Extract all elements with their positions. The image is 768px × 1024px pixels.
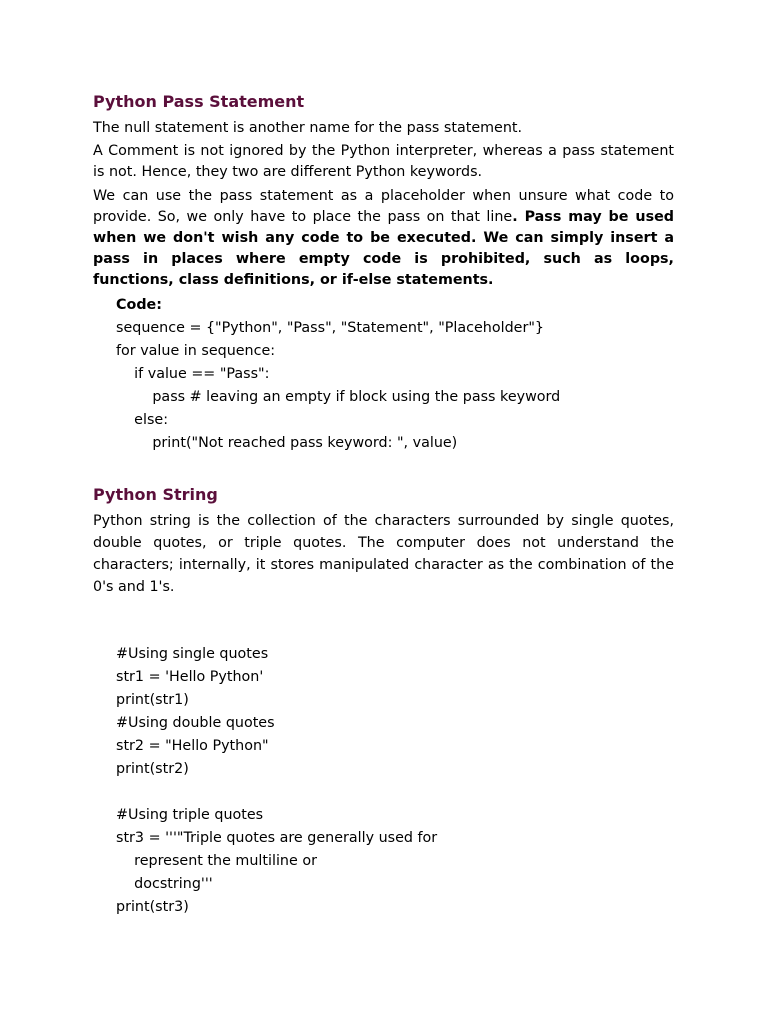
code-line: if value == "Pass": [116, 366, 270, 382]
code-line: #Using single quotes [116, 646, 269, 662]
code-line: print(str2) [116, 761, 189, 777]
pass-paragraph-1: The null statement is another name for the pass statement. [93, 120, 523, 136]
code-line: sequence = {"Python", "Pass", "Statement", "Placeholder"} [116, 320, 544, 336]
code-line: #Using double quotes [116, 715, 275, 731]
string-paragraph-1: Python string is the collection of the characters surrounded by single quotes, double quotes, or triple quotes. The computer does not understand the characters; internally, it stores manipulated character as the combination of the 0's and 1's. [93, 513, 674, 595]
code-label: Code: [116, 297, 162, 313]
pass-paragraph-3-normal: We can use the pass statement as a placeholder when unsure what code to provide. So, we only have to place the pass on that line [93, 188, 674, 225]
code-line: #Using triple quotes [116, 807, 264, 823]
pass-paragraph-3-bold: . Pass may be used when we don't wish any code to be executed. We can simply insert a pass in places where empty code is prohibited, such as loops, functions, class definitions, or if-else statements. [93, 209, 675, 288]
pass-code-block [116, 294, 560, 455]
pass-paragraph-3 [93, 186, 674, 291]
code-line: str2 = "Hello Python" [116, 738, 269, 754]
code-line: for value in sequence: [116, 343, 276, 359]
code-line: print(str3) [116, 899, 189, 915]
code-line: represent the multiline or [116, 853, 317, 869]
code-line: else: [116, 412, 169, 428]
code-line: print(str1) [116, 692, 189, 708]
code-line: docstring''' [116, 876, 213, 892]
string-code-block [116, 643, 437, 919]
code-line-blank [116, 781, 437, 804]
code-line: pass # leaving an empty if block using the pass keyword [116, 389, 561, 405]
code-line: print("Not reached pass keyword: ", value) [116, 435, 458, 451]
code-line: str3 = '''"Triple quotes are generally used for [116, 830, 438, 846]
section-title-string: Python String [93, 485, 218, 504]
code-line: str1 = 'Hello Python' [116, 669, 264, 685]
pass-paragraph-2: A Comment is not ignored by the Python interpreter, whereas a pass statement is not. Hence, they two are different Python keywords. [93, 143, 674, 180]
section-title-pass: Python Pass Statement [93, 92, 305, 111]
